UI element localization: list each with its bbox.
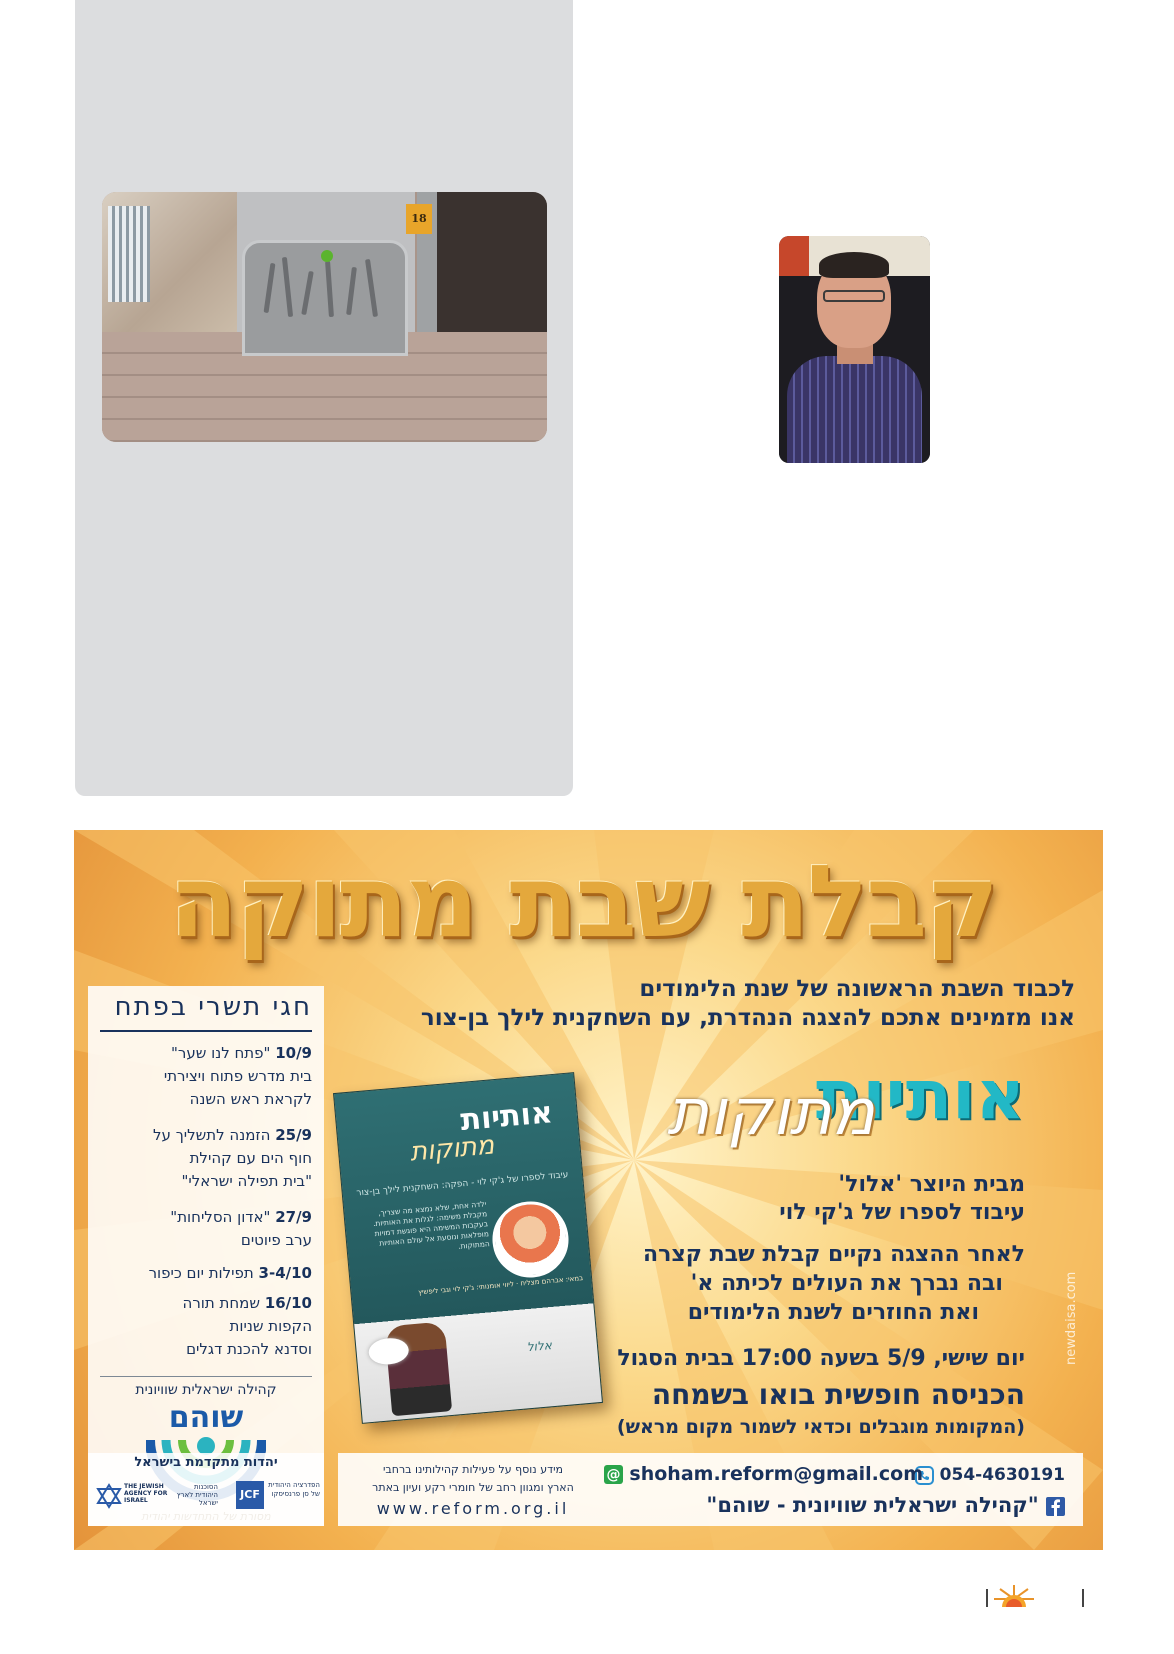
seats-note: (המקומות מוגבלים וכדאי לשמור מקום מראש) (616, 1416, 1025, 1438)
tishrei-title: חגי תשרי בפתח (114, 992, 312, 1022)
tishrei-item: 10/9 "פתח לנו שער" בית מדרש פתוח ויצירתי לקראת ראש השנה (163, 1044, 312, 1108)
facebook-page[interactable]: "קהילה ישראלית שוויונית - שוהם" (706, 1493, 1065, 1517)
more-info-line1: מידע נוסף על פעילות קהילותינו ברחבי (382, 1463, 564, 1476)
book-description: ילדה אחת, שלא נמצא מה שצריך, מקבלת משימה: לגלות את האותיות. בעקבות המשימה היא פוגשת דמויות מופלאות ונוסעת אל עולם האותיות המתוקות. (372, 1199, 491, 1251)
door (437, 192, 547, 332)
after-show-line1: לאחר ההצגה נקיים קבלת שבת קצרה (643, 1242, 1025, 1267)
house-number-plate: 18 (406, 204, 432, 234)
phone-number: 054-4630191 (915, 1465, 1065, 1485)
after-show-line2: ובה נברך את העולים לכיתה א' (690, 1271, 1003, 1296)
movement-name: יהדות מתקדמת בישראל (134, 1455, 278, 1470)
jcf-logo: JCF (236, 1481, 264, 1509)
tishrei-item: 16/10 שמחת תורה הקפות שניות וסדנא להכנת דגלים (182, 1294, 312, 1358)
email-address[interactable]: @ shoham.reform@gmail.com (604, 1463, 923, 1485)
tishrei-panel (88, 986, 324, 1526)
jewish-agency-en: THE JEWISH AGENCY FOR ISRAEL (124, 1483, 168, 1504)
ad-subtitle-line1: לכבוד השבת הראשונה של שנת הלימודים (639, 976, 1075, 1002)
free-entry-line: הכניסה חופשית בואו בשמחה (651, 1378, 1025, 1411)
book-title-script: מתוקות (408, 1130, 496, 1168)
book-title-main: אותיות (459, 1095, 555, 1139)
at-icon (604, 1465, 623, 1484)
street-photo (102, 192, 547, 442)
footer-divider-left (986, 1589, 988, 1607)
producer-line2: עיבוד לספרו של ג'קי לוי (779, 1200, 1025, 1225)
sun-icon (992, 1585, 1036, 1607)
jewish-agency-he: הסוכנות היהודית לארץ ישראל (176, 1483, 218, 1507)
community-name: שוהם (168, 1400, 244, 1435)
event-advert (74, 830, 1103, 1550)
website-link[interactable]: www.reform.org.il (376, 1499, 570, 1518)
book-credits: במאי: אברהם מצליח · ליווי אומנותי: ג'קי לוי וגבי ליפשיץ (417, 1274, 584, 1297)
show-logo (625, 1036, 1025, 1166)
child-illustration (385, 1321, 453, 1416)
glasses (823, 290, 885, 302)
star-of-david-icon (96, 1483, 122, 1509)
watermark: newdaisa.com (1064, 1271, 1079, 1365)
book-cover (333, 1072, 603, 1424)
svg-text:@: @ (606, 1467, 621, 1483)
divider (100, 1030, 312, 1032)
jcf-he: הפדרציה היהודית של סן פרנסיסקו (268, 1481, 320, 1498)
tishrei-item: 3-4/10 תפילות יום כיפור (148, 1264, 312, 1282)
green-sticker (321, 250, 333, 262)
actress-photo (489, 1198, 571, 1280)
community-label: קהילה ישראלית שוויונית (135, 1382, 277, 1398)
ad-subtitle-line2: אנו מזמינים אתכם להצגה הנהדרת, עם השחקנית לילך בן-צור (420, 1005, 1075, 1031)
contact-strip (338, 1453, 1083, 1526)
sponsor-logos (88, 1453, 324, 1526)
footer-divider-right (1082, 1589, 1084, 1607)
striped-shirt (787, 356, 922, 463)
tishrei-item: 27/9 "אדון הסליחות" ערב פיוטים (170, 1208, 312, 1249)
divider (100, 1376, 312, 1377)
book-publisher-logo: אלול (526, 1338, 553, 1355)
more-info-line2: הארץ ומגוון רחב של חומרי רקע ועיון באתר (372, 1481, 574, 1494)
portrait-photo (779, 236, 930, 463)
show-logo-main: אותיות (815, 1056, 1025, 1135)
ad-headline: קבלת שבת מתוקה (169, 843, 997, 960)
facebook-icon (1046, 1497, 1065, 1516)
tishrei-item: 25/9 הזמנה לתשליך על חוף הים עם קהילת "בית תפילה ישראלי" (153, 1126, 312, 1190)
barred-window (108, 206, 150, 302)
event-date-line: יום שישי, 5/9 בשעה 17:00 בבית הסגול (617, 1346, 1025, 1371)
after-show-line3: ואת החוזרים לשנת הלימודים (687, 1300, 979, 1325)
producer-line1: מבית היוצר 'אלול' (838, 1172, 1025, 1197)
show-logo-script: מתוקות (667, 1076, 875, 1150)
book-tagline: עיבוד לספרו של ג'קי לוי - הפקה: השחקנית לילך בן-צור (356, 1169, 569, 1199)
